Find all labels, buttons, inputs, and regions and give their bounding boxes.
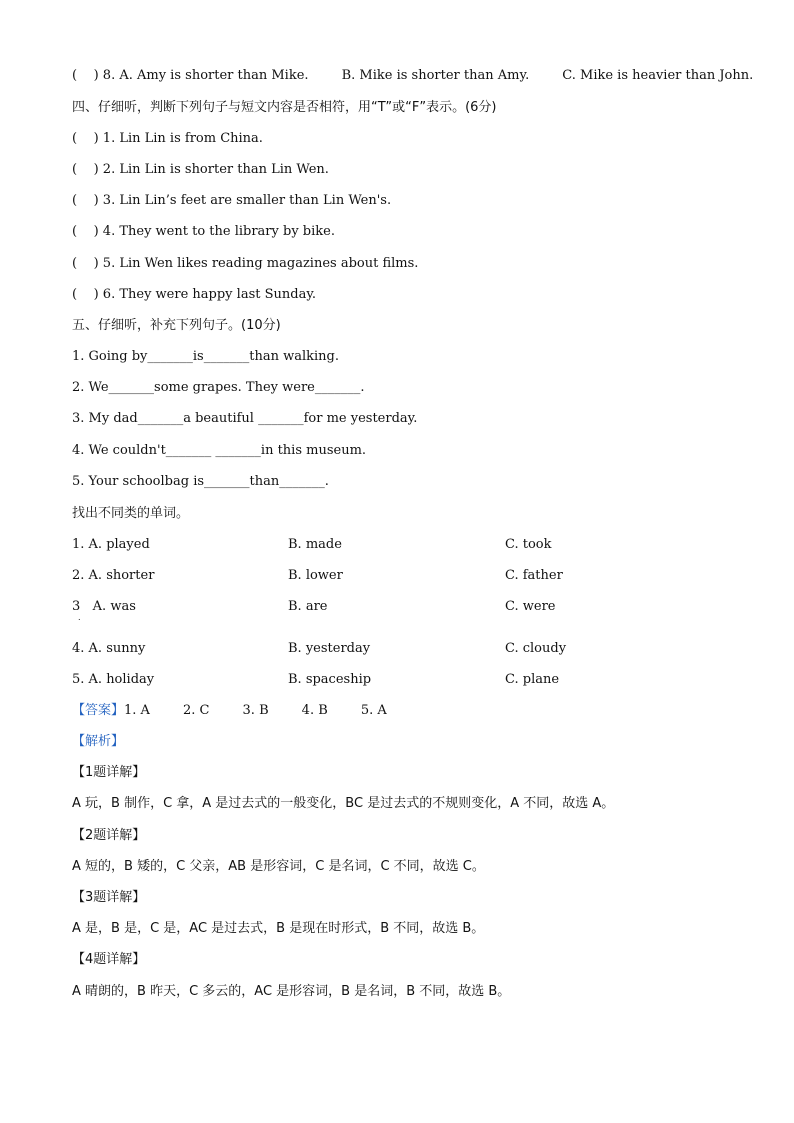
answer-text: 1. A 2. C 3. B 4. B 5. A <box>124 703 387 718</box>
analysis-heading: 【解析】 <box>72 734 125 749</box>
tf-item-3: ( ) 3. Lin Lin’s feet are smaller than Lin Wen's. <box>72 193 392 208</box>
section-5-heading: 五、仔细听，补充下列句子。(10分) <box>72 318 281 333</box>
detail-3-title: 【3题详解】 <box>72 890 146 905</box>
fill-item-4: 4. We couldn't_______ _______in this museum. <box>72 443 367 458</box>
tf-item-1: ( ) 1. Lin Lin is from China. <box>72 131 263 146</box>
detail-3-text: A 是，B 是，C 是，AC 是过去式，B 是现在时形式，B 不同，故选 B。 <box>72 921 485 936</box>
fill-item-1: 1. Going by_______is_______than walking. <box>72 349 339 364</box>
detail-4-title: 【4题详解】 <box>72 952 146 967</box>
odd-row-5-option-b: B. spaceship <box>288 672 372 687</box>
fill-item-5: 5. Your schoolbag is_______than_______. <box>72 474 329 489</box>
tf-item-5: ( ) 5. Lin Wen likes reading magazines about films. <box>72 256 419 271</box>
fill-item-3: 3. My dad_______a beautiful _______for me yesterday. <box>72 411 418 426</box>
detail-1-text: A 玩，B 制作，C 拿，A 是过去式的一般变化，BC 是过去式的不规则变化，A 不同，故选 A。 <box>72 796 615 811</box>
odd-row-4-option-b: B. yesterday <box>288 641 371 656</box>
detail-1-title: 【1题详解】 <box>72 765 146 780</box>
odd-row-3-option-b: B. are <box>288 599 328 614</box>
detail-2-title: 【2题详解】 <box>72 828 146 843</box>
tf-item-6: ( ) 6. They were happy last Sunday. <box>72 287 317 302</box>
odd-row-4-option-c: C. cloudy <box>505 641 567 656</box>
stray-dot-mark: . <box>78 613 81 622</box>
odd-row-1-option-c: C. took <box>505 537 552 552</box>
tf-item-4: ( ) 4. They went to the library by bike. <box>72 224 335 239</box>
odd-row-2-option-c: C. father <box>505 568 563 583</box>
odd-row-1-option-a: 1. A. played <box>72 537 150 552</box>
fill-item-2: 2. We_______some grapes. They were_______. <box>72 380 365 395</box>
odd-row-1-option-b: B. made <box>288 537 342 552</box>
section-4-heading: 四、仔细听，判断下列句子与短文内容是否相符，用“T”或“F”表示。(6分) <box>72 100 497 115</box>
question-8-options: ( ) 8. A. Amy is shorter than Mike. B. Mike is shorter than Amy. C. Mike is heavier than John. <box>72 68 754 83</box>
odd-row-3-option-a: 3 A. was <box>72 599 136 614</box>
tf-item-2: ( ) 2. Lin Lin is shorter than Lin Wen. <box>72 162 329 177</box>
odd-one-out-heading: 找出不同类的单词。 <box>72 506 190 521</box>
answer-line <box>72 703 387 719</box>
odd-row-3-option-c: C. were <box>505 599 556 614</box>
odd-row-5-option-c: C. plane <box>505 672 560 687</box>
odd-row-4-option-a: 4. A. sunny <box>72 641 146 656</box>
odd-row-2-option-a: 2. A. shorter <box>72 568 155 583</box>
detail-4-text: A 晴朗的，B 昨天，C 多云的，AC 是形容词，B 是名词，B 不同，故选 B。 <box>72 984 511 999</box>
odd-row-2-option-b: B. lower <box>288 568 343 583</box>
detail-2-text: A 短的，B 矮的，C 父亲，AB 是形容词，C 是名词，C 不同，故选 C。 <box>72 859 485 874</box>
odd-row-5-option-a: 5. A. holiday <box>72 672 155 687</box>
answer-label: 【答案】 <box>72 703 125 718</box>
